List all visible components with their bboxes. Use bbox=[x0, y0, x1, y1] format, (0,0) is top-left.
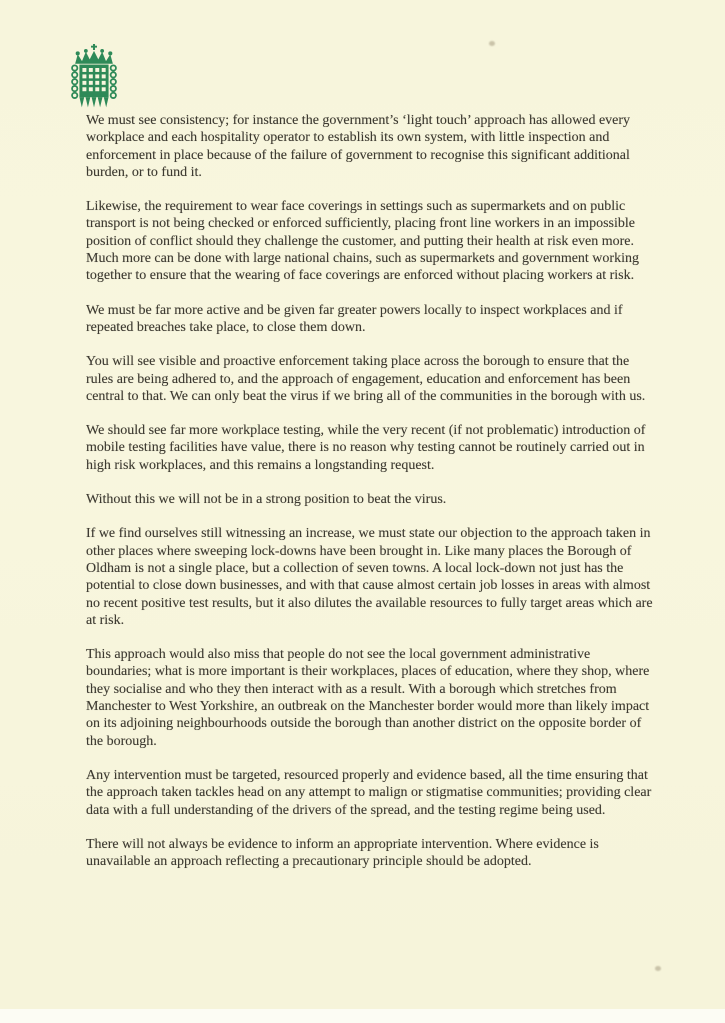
paragraph: We must see consistency; for instance the government’s ‘light touch’ approach has allowed every workplace and each hospitality operator to establish its own system, with little inspection and enforcement in place because of the failure of government to recognise this significant additional burden, or to fund it. bbox=[86, 113, 631, 180]
paragraph: We should see far more workplace testing, while the very recent (if not problematic) introduction of mobile testing facilities have value, there is no reason why testing cannot be routinely carried out in high risk workplaces, and this remains a longstanding request. bbox=[86, 423, 646, 473]
scan-speck bbox=[489, 41, 495, 46]
paragraph: Any intervention must be targeted, resourced properly and evidence based, all the time ensuring that the approach taken tackles head on any attempt to malign or stigmatise communities; providing clear data with a full understanding of the drivers of the spread, and the testing regime being used. bbox=[86, 767, 652, 818]
paragraph: If we find ourselves still witnessing an increase, we must state our objection to the approach taken in other places where sweeping lock-downs have been brought in. Like many places the Borough of Oldham is not a single place, but a collection of seven towns. A local lock-down not just has the potential to close down businesses, and with that cause almost certain job losses in areas with almost no recent positive test results, but it also dilutes the available resources to fully target areas which are at risk. bbox=[86, 526, 653, 628]
paragraph: You will see visible and proactive enforcement taking place across the borough to ensure that the rules are being adhered to, and the approach of engagement, education and enforcement has been central to that. We can only beat the virus if we bring all of the communities in the borough with us. bbox=[86, 354, 646, 404]
paragraph: There will not always be evidence to inform an appropriate intervention. Where evidence is unavailable an approach reflecting a precautionary principle should be adopted. bbox=[86, 836, 599, 870]
scan-bottom-edge bbox=[0, 1009, 725, 1023]
paragraph: This approach would also miss that people do not see the local government administrative boundaries; what is more important is their workplaces, places of education, where they shop, where they socialise and who they then interact with as a result. With a borough which stretches from Manchester to West Yorkshire, an outbreak on the Manchester border would more than likely impact on its adjoining neighbourhoods outside the borough than another district on the opposite border of the borough. bbox=[86, 647, 650, 749]
paragraph: Without this we will not be in a strong position to beat the virus. bbox=[86, 492, 447, 508]
paragraph: Likewise, the requirement to wear face coverings in settings such as supermarkets and on public transport is not being checked or enforced sufficiently, placing front line workers in an impossible position of conflict should they challenge the customer, and putting their health at risk even more. Much more can be done with large national chains, such as supermarkets and government working together to ensure that the wearing of face coverings are enforced without placing workers at risk. bbox=[86, 199, 639, 284]
letter-body bbox=[86, 112, 656, 887]
scan-speck bbox=[655, 966, 661, 971]
parliament-portcullis-logo bbox=[67, 44, 121, 116]
paragraph: We must be far more active and be given far greater powers locally to inspect workplaces and if repeated breaches take place, to close them down. bbox=[86, 302, 623, 335]
